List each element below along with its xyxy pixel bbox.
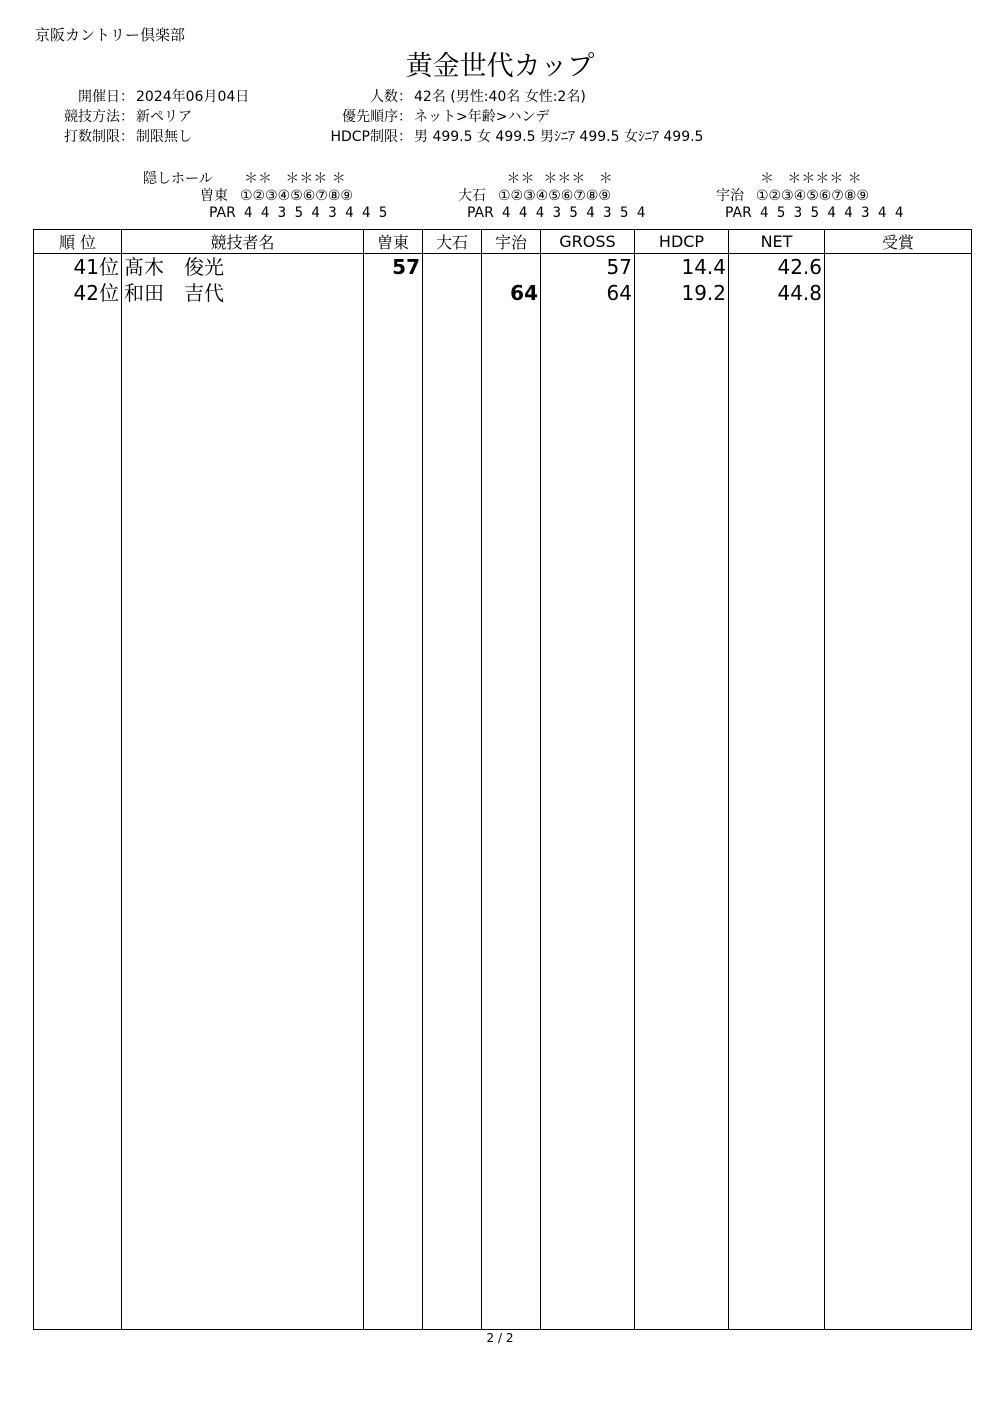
player-name-cell: 髙木 俊光 <box>124 255 224 279</box>
player-column <box>122 254 364 1330</box>
limit-value: 制限無し <box>136 129 192 145</box>
col-header-oishi: 大石 <box>423 230 482 254</box>
course-name: 宇治 <box>716 188 744 204</box>
player-name-cell: 和田 吉代 <box>124 281 224 305</box>
net-column <box>729 254 825 1330</box>
hidden-stars: ＊＊ ＊＊＊ ＊ <box>502 171 613 187</box>
hdcp-column <box>635 254 729 1330</box>
col-header-player: 競技者名 <box>122 230 364 254</box>
count-value: 42名 (男性:40名 女性:2名) <box>414 89 586 105</box>
course-name: 大石 <box>458 188 486 204</box>
hdcp-limit-value: 男 499.5 女 499.5 男ｼﾆｱ 499.5 女ｼﾆｱ 499.5 <box>414 129 704 145</box>
oishi-score-cell <box>423 254 481 280</box>
oishi-column <box>423 254 482 1330</box>
par-values: 4 4 3 5 4 3 4 4 5 <box>244 205 388 221</box>
course-block-uji <box>716 171 926 223</box>
par-label: PAR <box>467 205 494 221</box>
net-cell: 44.8 <box>777 281 822 305</box>
award-column <box>825 254 972 1330</box>
col-header-net: NET <box>729 230 825 254</box>
par-values: 4 4 4 3 5 4 3 5 4 <box>502 205 646 221</box>
net-cell: 42.6 <box>777 255 822 279</box>
col-header-soto: 曽東 <box>364 230 423 254</box>
soto-score-cell <box>364 280 422 306</box>
par-label: PAR <box>209 205 236 221</box>
gross-cell: 57 <box>606 255 632 279</box>
soto-column <box>364 254 423 1330</box>
limit-label: 打数制限： <box>64 129 134 145</box>
date-value: 2024年06月04日 <box>136 89 250 105</box>
hdcp-cell: 19.2 <box>681 281 726 305</box>
page-number: 2 / 2 <box>486 1331 514 1345</box>
hole-numbers: ①②③④⑤⑥⑦⑧⑨ <box>498 188 611 204</box>
soto-score-cell: 57 <box>392 255 420 279</box>
rank-column <box>34 254 122 1330</box>
hdcp-cell: 14.4 <box>681 255 726 279</box>
col-header-gross: GROSS <box>541 230 635 254</box>
par-values: 4 5 3 5 4 4 3 4 4 <box>760 205 904 221</box>
rank-cell: 41位 <box>73 255 119 279</box>
award-cell <box>825 280 971 306</box>
hole-numbers: ①②③④⑤⑥⑦⑧⑨ <box>756 188 869 204</box>
hidden-stars: ＊ ＊＊＊＊ ＊ <box>760 171 862 187</box>
rank-cell: 42位 <box>73 281 119 305</box>
uji-score-cell: 64 <box>510 281 538 305</box>
course-block-soto <box>200 171 410 223</box>
priority-label: 優先順序： <box>342 109 412 125</box>
club-name: 京阪カントリー倶楽部 <box>35 26 186 44</box>
date-label: 開催日： <box>78 89 134 105</box>
course-name: 曽東 <box>200 188 228 204</box>
col-header-award: 受賞 <box>825 230 972 254</box>
hdcp-limit-label: HDCP制限： <box>330 129 412 145</box>
course-block-oishi <box>458 171 668 223</box>
table-header-row <box>34 230 972 254</box>
method-label: 競技方法： <box>64 109 134 125</box>
page-title: 黄金世代カップ <box>405 51 595 82</box>
uji-column <box>482 254 541 1330</box>
col-header-rank: 順 位 <box>34 230 122 254</box>
uji-score-cell <box>482 254 540 280</box>
hidden-stars: ＊＊ ＊＊＊ ＊ <box>244 171 346 187</box>
priority-value: ネット>年齢>ハンデ <box>414 109 550 125</box>
oishi-score-cell <box>423 280 481 306</box>
method-value: 新ペリア <box>136 109 192 125</box>
col-header-uji: 宇治 <box>482 230 541 254</box>
count-label: 人数： <box>370 89 412 105</box>
results-table <box>33 229 972 1330</box>
par-label: PAR <box>725 205 752 221</box>
hidden-holes-label: 隠しホール <box>143 171 213 187</box>
gross-column <box>541 254 635 1330</box>
hole-numbers: ①②③④⑤⑥⑦⑧⑨ <box>240 188 353 204</box>
gross-cell: 64 <box>606 281 632 305</box>
col-header-hdcp: HDCP <box>635 230 729 254</box>
award-cell <box>825 254 971 280</box>
table-body <box>34 254 972 1330</box>
